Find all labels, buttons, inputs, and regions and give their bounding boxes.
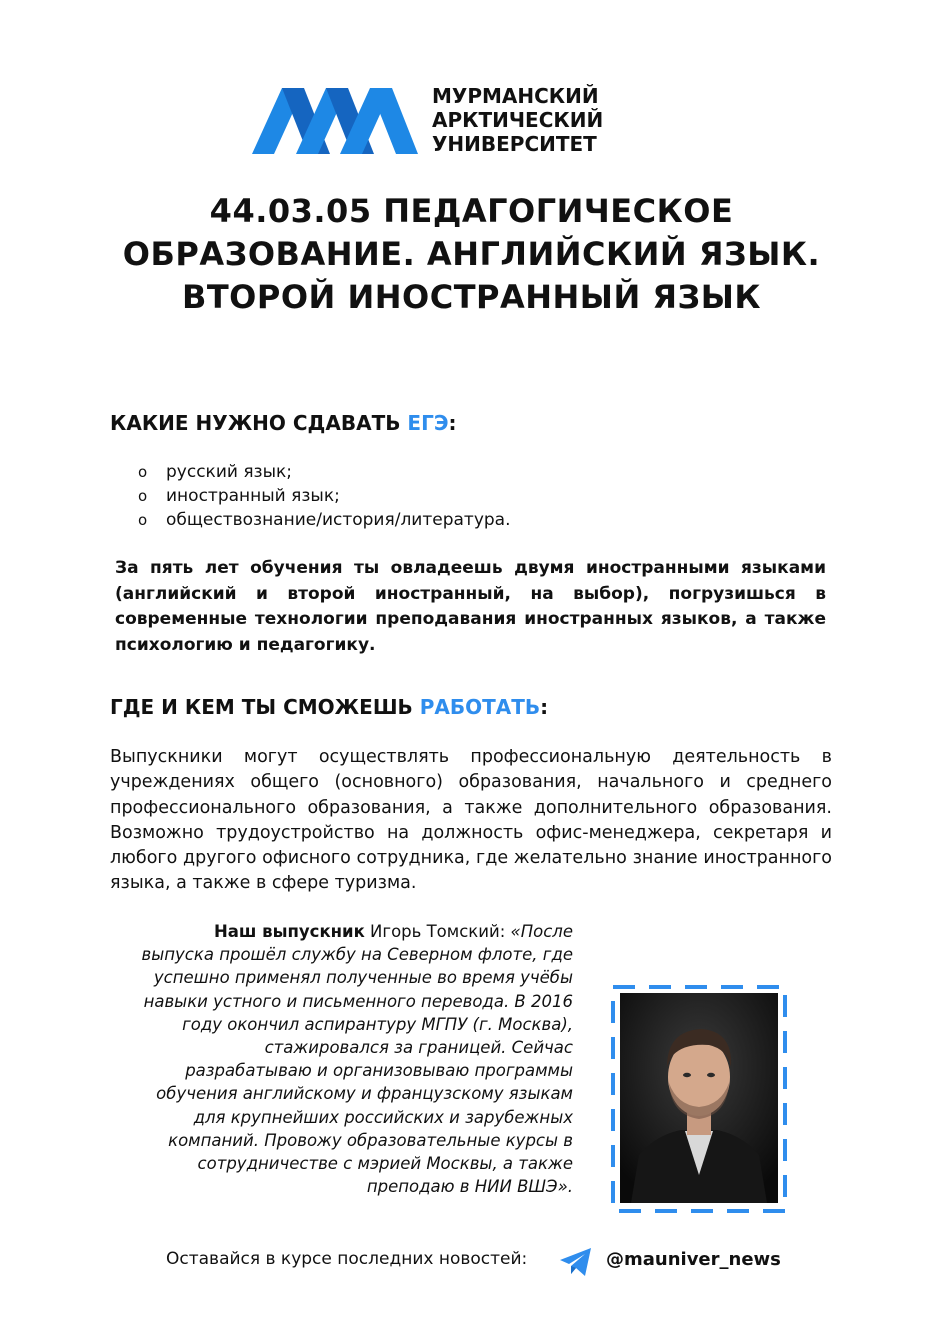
logo-line-2: АРКТИЧЕСКИЙ	[432, 108, 604, 132]
list-item	[138, 484, 511, 508]
list-item-label: обществознание/история/литература.	[166, 510, 511, 530]
bullet-icon: o	[138, 463, 148, 481]
university-logo	[252, 84, 622, 158]
graduate-portrait-image	[611, 985, 787, 1213]
list-item	[138, 460, 511, 484]
footer	[0, 1244, 943, 1278]
testimonial-label: Наш выпускник	[213, 922, 365, 941]
exams-heading-suffix: :	[448, 411, 457, 435]
careers-heading-prefix: ГДЕ И КЕМ ТЫ СМОЖЕШЬ	[110, 695, 420, 719]
careers-heading	[110, 694, 548, 720]
bullet-icon: o	[138, 511, 148, 529]
testimonial-name: Игорь Томский:	[364, 922, 511, 941]
exams-list	[138, 460, 511, 532]
testimonial-quote: «После выпуска прошёл службу на Северном флоте, где успешно применял полученные во время учёбы навыки устного и письменного перевода. В 2016 году окончил аспирантуру МГПУ (г. Москва), стажировался за границей. Сейчас разрабатываю и организовываю программы обучения английскому и французскому языкам для крупнейших российских и зарубежных компаний. Провожу образовательные курсы в сотрудничестве с мэрией Москвы, а также преподаю в НИИ ВШЭ».	[141, 922, 573, 1197]
careers-paragraph: Выпускники могут осуществлять профессиональную деятельность в учреждениях общего (основного) образования, начального и среднего профессионального образования, а также дополнительного образования. Возможно трудоустройство на должность офис-менеджера, секретаря и любого другого офисного сотрудника, где желательно знание иностранного языка, а также в сфере туризма.	[110, 747, 832, 894]
list-item-label: русский язык;	[166, 462, 292, 482]
page-title: 44.03.05 ПЕДАГОГИЧЕСКОЕ ОБРАЗОВАНИЕ. АНГЛИЙСКИЙ ЯЗЫК. ВТОРОЙ ИНОСТРАННЫЙ ЯЗЫК	[122, 192, 821, 316]
exams-heading-accent: ЕГЭ	[407, 411, 449, 435]
bullet-icon: o	[138, 487, 148, 505]
telegram-handle-link[interactable]: @mauniver_news	[606, 1249, 781, 1270]
exams-heading	[110, 410, 457, 436]
logo-mark-icon	[252, 84, 422, 158]
list-item	[138, 508, 511, 532]
graduate-photo	[611, 985, 787, 1213]
careers-heading-suffix: :	[540, 695, 549, 719]
graduate-testimonial	[140, 920, 573, 1198]
logo-line-3: УНИВЕРСИТЕТ	[432, 132, 597, 156]
exams-heading-prefix: КАКИЕ НУЖНО СДАВАТЬ	[110, 411, 408, 435]
logo-line-1: МУРМАНСКИЙ	[432, 84, 599, 108]
footer-text: Оставайся в курсе последних новостей:	[166, 1249, 528, 1269]
logo-text	[432, 84, 603, 156]
telegram-icon[interactable]	[558, 1246, 594, 1278]
intro-paragraph: За пять лет обучения ты овладеешь двумя иностранными языками (английский и второй иностранный, на выбор), погрузишься в современные технологии преподавания иностранных языков, а также психологию и педагогику.	[115, 558, 826, 655]
list-item-label: иностранный язык;	[166, 486, 340, 506]
careers-heading-accent: РАБОТАТЬ	[419, 695, 541, 719]
